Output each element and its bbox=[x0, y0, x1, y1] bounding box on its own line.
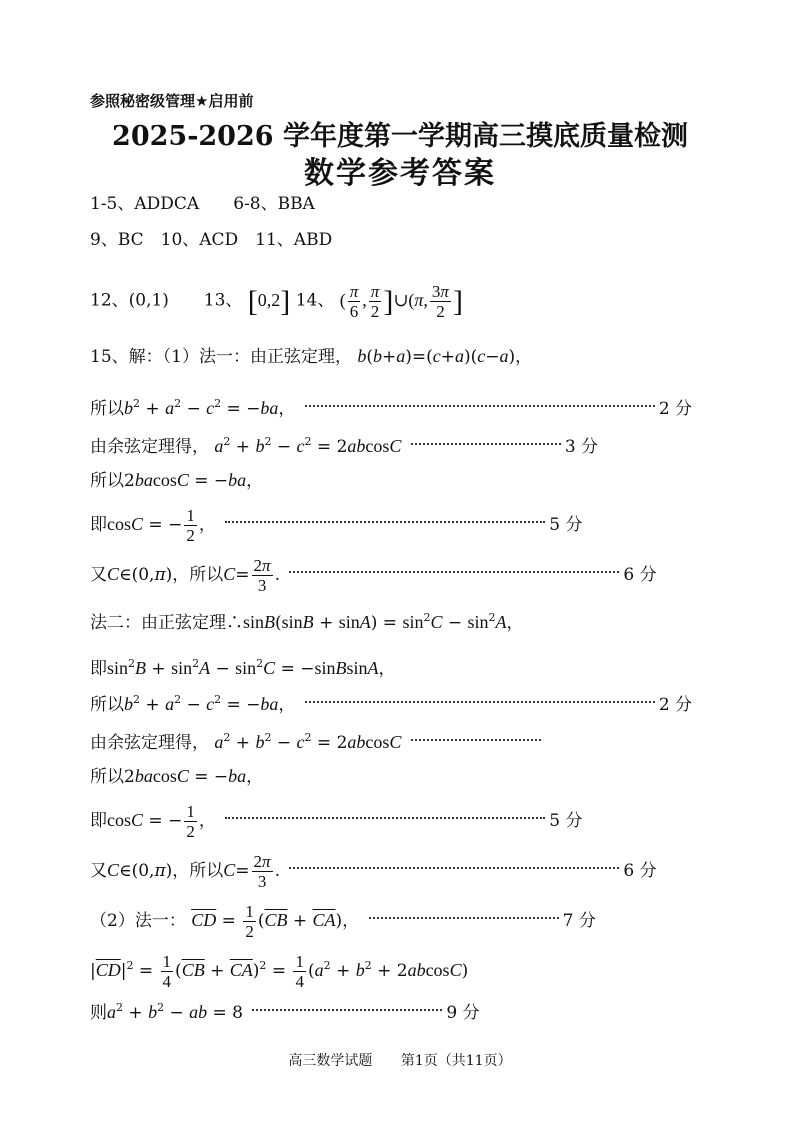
score-5: 5 分 bbox=[549, 811, 583, 831]
q15-part1-method1-intro: 15、解：（1）法一：由正弦定理， b(b+a)=(c+a)(c−a)， bbox=[90, 346, 533, 367]
q15-method2-sin: 即$\sin^2B + \sin^2A - \sin^2C$ = −sinBsinA， bbox=[90, 657, 396, 679]
q15-method2-cosine-law: 由余弦定理得， $a^2 + b^2 - c^2 = 2abcosC$ bbox=[90, 726, 545, 755]
q15-part2-result: 则$a^2 + b^2$ − ab = 8 9 分 bbox=[90, 1001, 480, 1023]
q15-method2-2bacos: 所以2bacosC = −ba， bbox=[90, 766, 264, 787]
confidentiality-label: 参照秘密级管理★启用前 bbox=[90, 92, 254, 110]
answer-12: 12、(0,1) bbox=[90, 290, 169, 311]
answers-row-3 bbox=[90, 282, 463, 321]
answer-14-label: 14、 bbox=[295, 290, 335, 311]
q15-method2-cosC: 即cosC = − $\frac{1}{2}$ ， 5 分 bbox=[90, 802, 583, 841]
answer-14-value: ( $\frac{\pi}{6}$ , $\frac{\pi}{2}$ ]∪(π, $\frac{3\pi}{2}$ ] bbox=[339, 282, 463, 321]
q15-step-C-value: 又C∈(0,π)，所以C= $\frac{2\pi}{3}$ . 6 分 bbox=[90, 556, 657, 595]
q15-method2-C-value: 又C∈(0,π)，所以C= $\frac{2\pi}{3}$ . 6 分 bbox=[90, 852, 657, 891]
q15-method2-intro: 法二：由正弦定理∴sinB(sinB + $\sin A) = \sin^2C - \sin^2A$， bbox=[90, 611, 524, 633]
q15-step-b2-a2: 所以$b^2 + a^2 - c^2 = -ba$， 2 分 bbox=[90, 397, 693, 419]
score-5: 5 分 bbox=[549, 515, 583, 535]
score-2: 2 分 bbox=[658, 695, 693, 715]
answers-row-1: 1-5、ADDCA 6-8、BBA bbox=[90, 194, 315, 214]
q15-part2-vector: （2）法一： $\overline{CD}$ = $\frac{1}{2}$ $(\overline{CB} + \overline{CA})$， 7 分 bbox=[90, 902, 596, 941]
q15-step-2bacos: 所以2bacosC = −ba， bbox=[90, 470, 264, 491]
answer-13-label: 13、 bbox=[203, 290, 243, 311]
answers-row-2: 9、BC 10、ACD 11、ABD bbox=[90, 230, 333, 250]
document-subtitle: 数学参考答案 bbox=[304, 156, 496, 191]
q15-step-cosine-law: 由余弦定理得， $a^2 + b^2 - c^2 = 2abcosC$ 3 分 bbox=[90, 435, 599, 457]
q15-step-cosC: 即cosC = − $\frac{1}{2}$ ， 5 分 bbox=[90, 506, 583, 545]
document-title: 2025-2026 学年度第一学期高三摸底质量检测 bbox=[112, 121, 688, 152]
q15-part2-norm: $|\overline{CD}|^2$ = $\frac{1}{4}$ $(\overline{CB} + \overline{CA})^2$ = $\frac{1}{4}$ $(a^2 + b^2 + 2abcosC)$ bbox=[90, 952, 469, 991]
footer-subject: 高三数学试题 bbox=[288, 1053, 373, 1069]
score-6: 6 分 bbox=[623, 861, 657, 881]
answer-13-value: [0,2] bbox=[247, 284, 291, 318]
score-7: 7 分 bbox=[562, 911, 596, 931]
score-3: 3 分 bbox=[564, 437, 599, 457]
score-6: 6 分 bbox=[623, 565, 657, 585]
score-2: 2 分 bbox=[658, 399, 693, 419]
footer-page-number: 第1页（共11页） bbox=[400, 1053, 512, 1069]
page-footer bbox=[0, 1050, 800, 1070]
score-9: 9 分 bbox=[446, 1003, 480, 1023]
q15-method2-b2-a2: 所以$b^2 + a^2 - c^2 = -ba$， 2 分 bbox=[90, 693, 693, 715]
